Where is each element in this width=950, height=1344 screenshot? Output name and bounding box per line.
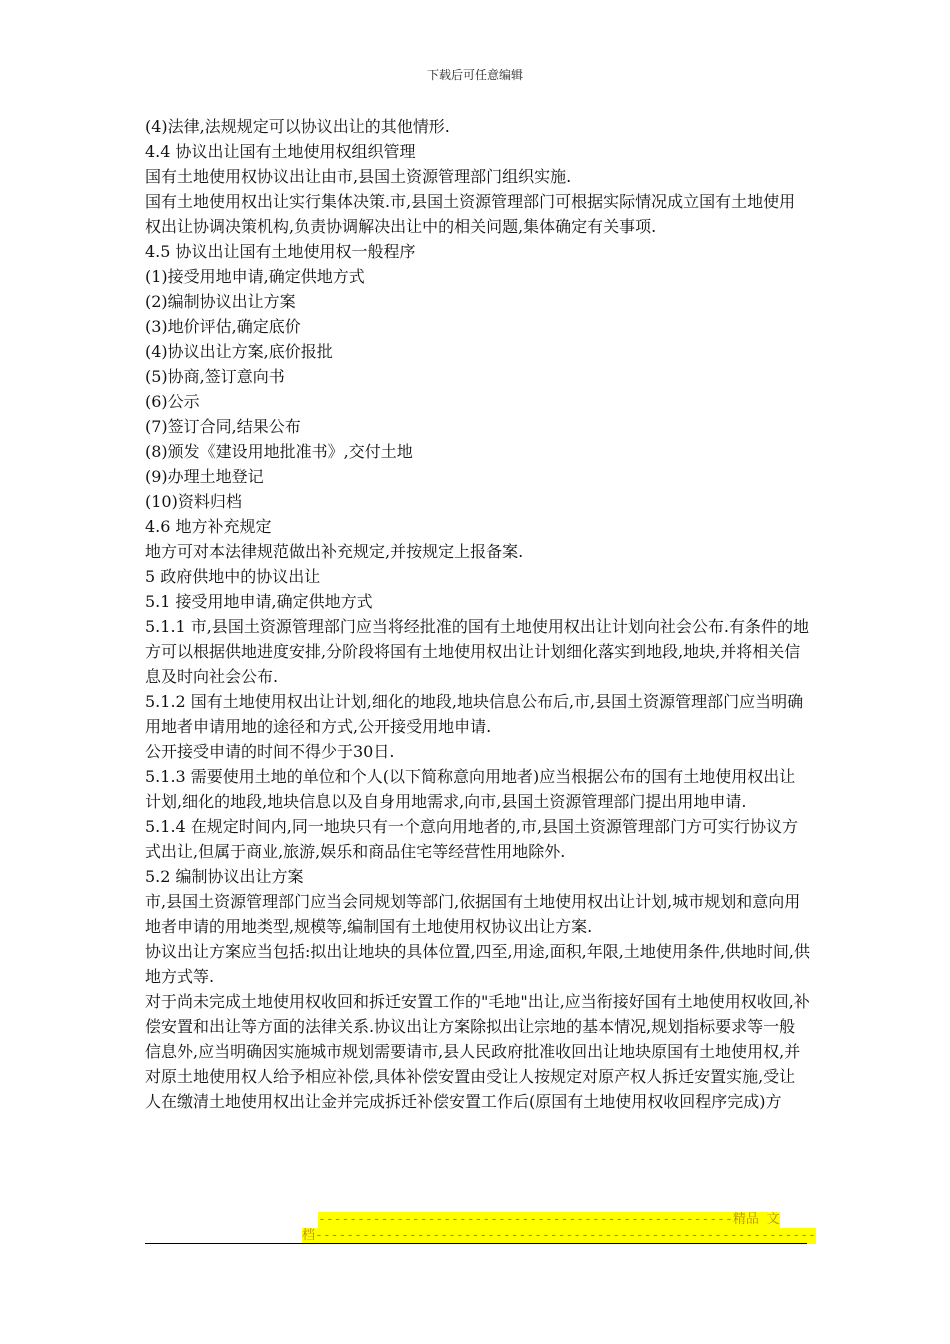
footer-watermark-text: 档----------------------------------------------------------------	[302, 1228, 816, 1243]
list-item: (1)接受用地申请,确定供地方式	[145, 267, 365, 286]
document-body	[145, 114, 810, 1114]
paragraph: 市,县国土资源管理部门应当会同规划等部门,依据国有土地使用权出让计划,城市规划和意向用地者申请的用地类型,规模等,编制国有土地使用权协议出让方案.	[145, 892, 801, 936]
text-line: 地方可对本法律规范做出补充规定,并按规定上报备案.	[145, 542, 524, 561]
paragraph: 5.1.3 需要使用土地的单位和个人(以下简称意向用地者)应当根据公布的国有土地使用权出让计划,细化的地段,地块信息以及自身用地需求,向市,县国土资源管理部门提出用地申请.	[145, 767, 796, 811]
list-item: (10)资料归档	[145, 492, 242, 511]
footer-watermark-text: -----------------------------------------------------精品 文	[318, 1212, 780, 1227]
list-item: (9)办理土地登记	[145, 467, 264, 486]
section-heading: 4.6 地方补充规定	[145, 517, 272, 536]
section-heading: 5.1 接受用地申请,确定供地方式	[145, 592, 373, 611]
list-item: (2)编制协议出让方案	[145, 292, 296, 311]
list-item: (6)公示	[145, 392, 200, 411]
section-heading: 5.2 编制协议出让方案	[145, 867, 304, 886]
paragraph: 5.1.1 市,县国土资源管理部门应当将经批准的国有土地使用权出让计划向社会公布.有条件的地方可以根据供地进度安排,分阶段将国有土地使用权出让计划细化落实到地段,地块,并将相关信息及时向社会公布.	[145, 617, 809, 686]
text-line: 公开接受申请的时间不得少于30日.	[145, 742, 395, 761]
paragraph: 5.1.2 国有土地使用权出让计划,细化的地段,地块信息公布后,市,县国土资源管理部门应当明确用地者申请用地的途径和方式,公开接受用地申请.	[145, 692, 804, 736]
text-line: (4)法律,法规规定可以协议出让的其他情形.	[145, 117, 450, 136]
section-heading: 5 政府供地中的协议出让	[145, 567, 321, 586]
list-item: (3)地价评估,确定底价	[145, 317, 301, 336]
paragraph: 国有土地使用权出让实行集体决策.市,县国土资源管理部门可根据实际情况成立国有土地使用权出让协调决策机构,负责协调解决出让中的相关问题,集体确定有关事项.	[145, 192, 796, 236]
list-item: (4)协议出让方案,底价报批	[145, 342, 333, 361]
list-item: (5)协商,签订意向书	[145, 367, 285, 386]
list-item: (7)签订合同,结果公布	[145, 417, 301, 436]
paragraph: 对于尚未完成土地使用权收回和拆迁安置工作的"毛地"出让,应当衔接好国有土地使用权收回,补偿安置和出让等方面的法律关系.协议出让方案除拟出让宗地的基本情况,规划指标要求等一般信息外,应当明确因实施城市规划需要请市,县人民政府批准收回出让地块原国有土地使用权,并对原土地使用权人给予相应补偿,具体补偿安置由受让人按规定对原产权人拆迁安置实施,受让人在缴清土地使用权出让金并完成拆迁补偿安置工作后(原国有土地使用权收回程序完成)方	[145, 992, 810, 1111]
section-heading: 4.5 协议出让国有土地使用权一般程序	[145, 242, 416, 261]
page-header: 下载后可任意编辑	[426, 68, 523, 82]
paragraph: 协议出让方案应当包括:拟出让地块的具体位置,四至,用途,面积,年限,土地使用条件,供地时间,供地方式等.	[145, 942, 810, 986]
list-item: (8)颁发《建设用地批准书》,交付土地	[145, 442, 413, 461]
paragraph: 5.1.4 在规定时间内,同一地块只有一个意向用地者的,市,县国土资源管理部门方可实行协议方式出让,但属于商业,旅游,娱乐和商品住宅等经营性用地除外.	[145, 817, 799, 861]
text-line: 国有土地使用权协议出让由市,县国土资源管理部门组织实施.	[145, 167, 572, 186]
footer-rule	[145, 1243, 807, 1244]
section-heading: 4.4 协议出让国有土地使用权组织管理	[145, 142, 416, 161]
